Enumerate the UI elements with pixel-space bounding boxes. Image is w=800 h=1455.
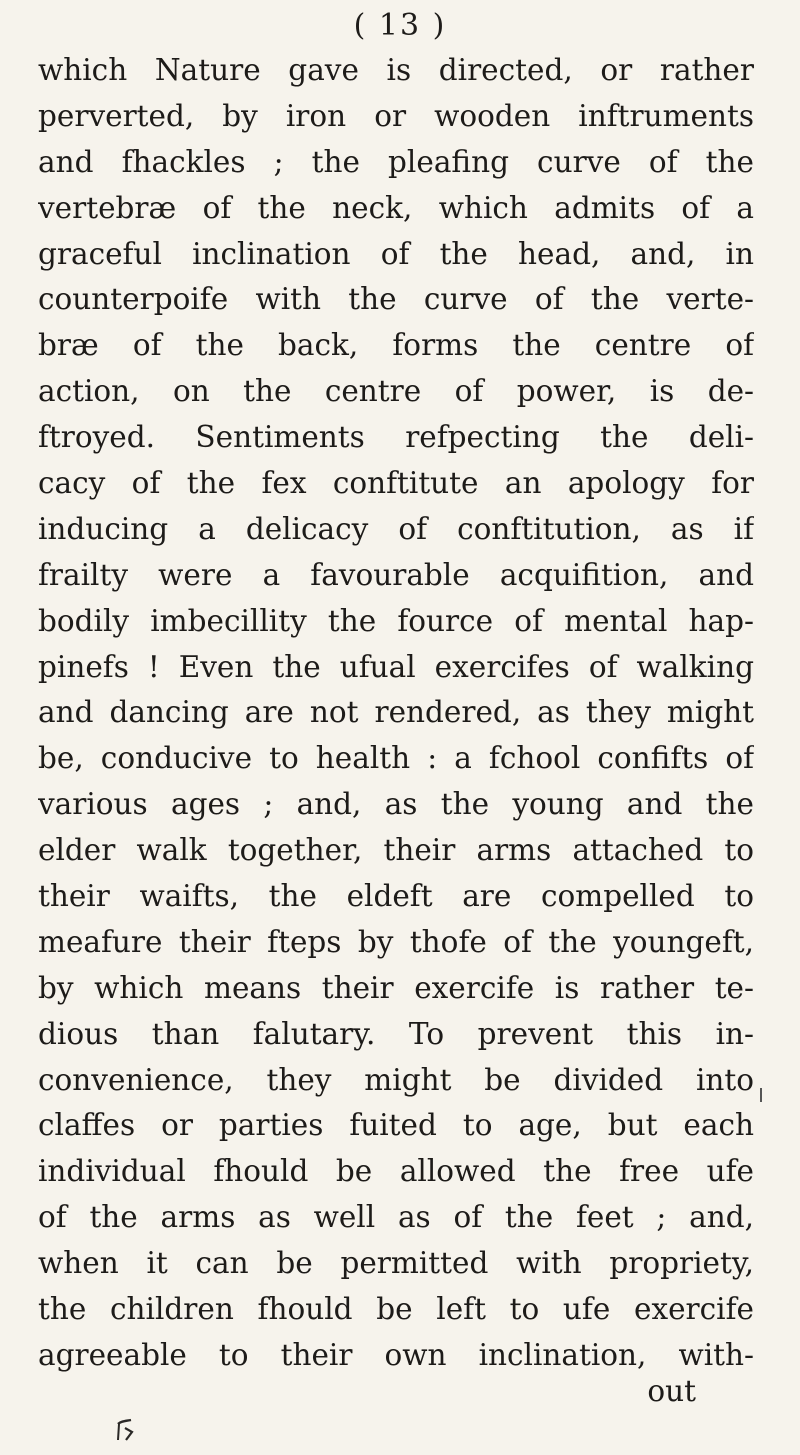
- text-body: [38, 48, 754, 1379]
- text-line: dious than falutary. To prevent this in-: [38, 1016, 754, 1051]
- text-line: perverted, by iron or wooden inftruments: [38, 98, 754, 133]
- text-line: frailty were a favourable acquifition, and: [38, 557, 754, 592]
- text-line: when it can be permitted with propriety,: [38, 1246, 754, 1281]
- catchword: out: [647, 1374, 696, 1408]
- text-line: pinefs ! Even the ufual exercifes of walking: [38, 649, 754, 684]
- text-line: elder walk together, their arms attached to: [38, 833, 754, 868]
- text-line: be, conducive to health : a fchool confifts of: [38, 741, 754, 776]
- text-line: action, on the centre of power, is de-: [38, 374, 754, 409]
- text-line: various ages ; and, as the young and the: [38, 787, 754, 822]
- text-line: their waifts, the eldeft are compelled to: [38, 879, 754, 914]
- text-line: which Nature gave is directed, or rather: [38, 53, 754, 87]
- text-line: graceful inclination of the head, and, in: [38, 236, 754, 271]
- text-line: convenience, they might be divided into: [38, 1062, 754, 1097]
- text-line: vertebræ of the neck, which admits of a: [38, 190, 754, 225]
- text-line: and dancing are not rendered, as they might: [38, 695, 754, 730]
- ink-speck: [760, 1088, 762, 1102]
- text-line: ftroyed. Sentiments refpecting the deli-: [38, 420, 754, 455]
- page-number: ( 13 ): [353, 8, 447, 43]
- text-line: agreeable to their own inclination, with-: [38, 1337, 754, 1372]
- text-line: counterpoife with the curve of the verte-: [38, 282, 754, 317]
- text-line: the children fhould be left to ufe exercife: [38, 1292, 754, 1327]
- text-line: meafure their fteps by thofe of the youngeft,: [38, 924, 754, 959]
- text-line: inducing a delicacy of conftitution, as if: [38, 511, 754, 546]
- text-line: and fhackles ; the pleafing curve of the: [38, 144, 754, 179]
- text-line: claffes or parties fuited to age, but each: [38, 1108, 754, 1143]
- text-line: of the arms as well as of the feet ; and,: [38, 1200, 754, 1235]
- text-line: by which means their exercife is rather te-: [38, 970, 754, 1005]
- signature-mark-glyph: [112, 1418, 136, 1444]
- text-line: bræ of the back, forms the centre of: [38, 328, 754, 363]
- text-line: cacy of the fex conftitute an apology for: [38, 466, 754, 501]
- text-line: individual fhould be allowed the free ufe: [38, 1154, 754, 1189]
- text-line: bodily imbecillity the fource of mental hap-: [38, 603, 754, 638]
